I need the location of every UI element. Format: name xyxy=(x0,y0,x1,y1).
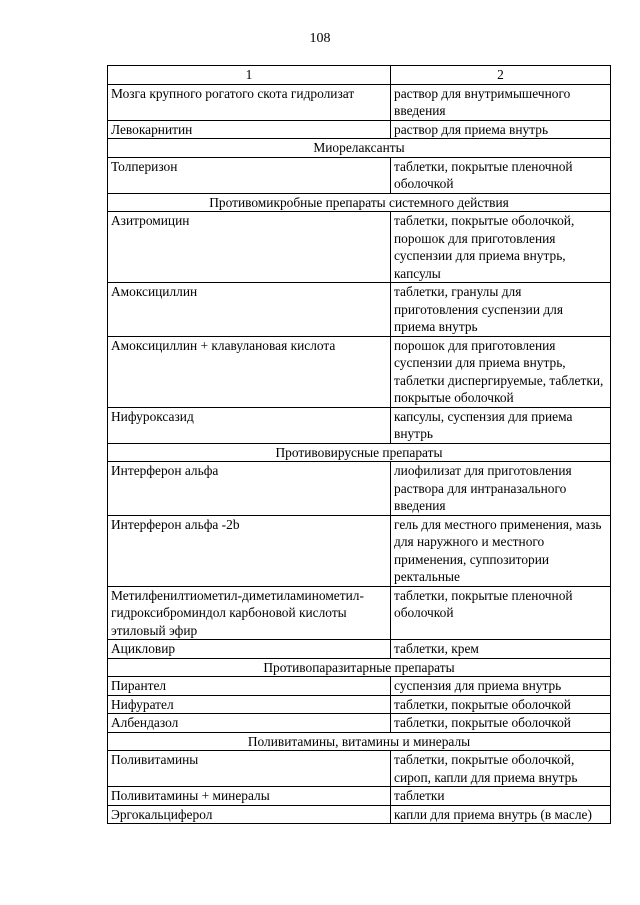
dosage-form: таблетки, покрытые оболочкой, сироп, капли для приема внутрь xyxy=(391,751,611,787)
table-row xyxy=(108,677,611,696)
drug-name: Азитромицин xyxy=(108,212,391,283)
drug-name: Пирантел xyxy=(108,677,391,696)
drug-name: Нифуроксазид xyxy=(108,407,391,443)
drug-name: Эргокальциферол xyxy=(108,805,391,824)
dosage-form: таблетки, покрытые оболочкой xyxy=(391,695,611,714)
table-row xyxy=(108,787,611,806)
section-row xyxy=(108,732,611,751)
section-title: Поливитамины, витамины и минералы xyxy=(108,732,611,751)
drug-name: Албендазол xyxy=(108,714,391,733)
table-row xyxy=(108,157,611,193)
section-row xyxy=(108,658,611,677)
drug-name: Поливитамины + минералы xyxy=(108,787,391,806)
section-row xyxy=(108,443,611,462)
drug-name: Метилфенилтиометил-диметиламинометил-гидроксиброминдол карбоновой кислоты этиловый эфир xyxy=(108,586,391,640)
section-title: Противовирусные препараты xyxy=(108,443,611,462)
table-row xyxy=(108,640,611,659)
table-row xyxy=(108,84,611,120)
section-title: Противомикробные препараты системного действия xyxy=(108,193,611,212)
dosage-form: капли для приема внутрь (в масле) xyxy=(391,805,611,824)
table-row xyxy=(108,336,611,407)
section-title: Миорелаксанты xyxy=(108,139,611,158)
dosage-form: таблетки, крем xyxy=(391,640,611,659)
dosage-form: таблетки xyxy=(391,787,611,806)
section-row xyxy=(108,139,611,158)
drug-name: Левокарнитин xyxy=(108,120,391,139)
table-row xyxy=(108,462,611,516)
table-row xyxy=(108,751,611,787)
table-row xyxy=(108,695,611,714)
dosage-form: таблетки, покрытые пленочной оболочкой xyxy=(391,586,611,640)
table-row xyxy=(108,515,611,586)
dosage-form: лиофилизат для приготовления раствора для интраназального введения xyxy=(391,462,611,516)
table-row xyxy=(108,212,611,283)
dosage-form: таблетки, покрытые оболочкой xyxy=(391,714,611,733)
drug-name: Интерферон альфа -2b xyxy=(108,515,391,586)
page-number: 108 xyxy=(309,31,331,46)
drug-name: Амоксициллин + клавулановая кислота xyxy=(108,336,391,407)
section-row xyxy=(108,193,611,212)
table-row xyxy=(108,586,611,640)
drug-name: Нифурател xyxy=(108,695,391,714)
drug-name: Амоксициллин xyxy=(108,283,391,337)
table-row xyxy=(108,120,611,139)
dosage-form: суспензия для приема внутрь xyxy=(391,677,611,696)
dosage-form: капсулы, суспензия для приема внутрь xyxy=(391,407,611,443)
drug-name: Мозга крупного рогатого скота гидролизат xyxy=(108,84,391,120)
dosage-form: порошок для приготовления суспензии для приема внутрь, таблетки диспергируемые, таблетки, покрытые оболочкой xyxy=(391,336,611,407)
column-1-header: 1 xyxy=(108,66,391,85)
table-row xyxy=(108,283,611,337)
drug-name: Интерферон альфа xyxy=(108,462,391,516)
dosage-form: таблетки, покрытые пленочной оболочкой xyxy=(391,157,611,193)
drug-name: Толперизон xyxy=(108,157,391,193)
section-title: Противопаразитарные препараты xyxy=(108,658,611,677)
table-row xyxy=(108,805,611,824)
column-2-header: 2 xyxy=(391,66,611,85)
dosage-form: таблетки, гранулы для приготовления суспензии для приема внутрь xyxy=(391,283,611,337)
drug-table xyxy=(107,65,611,824)
dosage-form: раствор для приема внутрь xyxy=(391,120,611,139)
dosage-form: таблетки, покрытые оболочкой, порошок для приготовления суспензии для приема внутрь, капсулы xyxy=(391,212,611,283)
drug-name: Поливитамины xyxy=(108,751,391,787)
dosage-form: гель для местного применения, мазь для наружного и местного применения, суппозитории ректальные xyxy=(391,515,611,586)
table-header-row xyxy=(108,66,611,85)
drug-name: Ацикловир xyxy=(108,640,391,659)
dosage-form: раствор для внутримышечного введения xyxy=(391,84,611,120)
table-row xyxy=(108,714,611,733)
drug-table-body xyxy=(108,66,611,824)
table-row xyxy=(108,407,611,443)
